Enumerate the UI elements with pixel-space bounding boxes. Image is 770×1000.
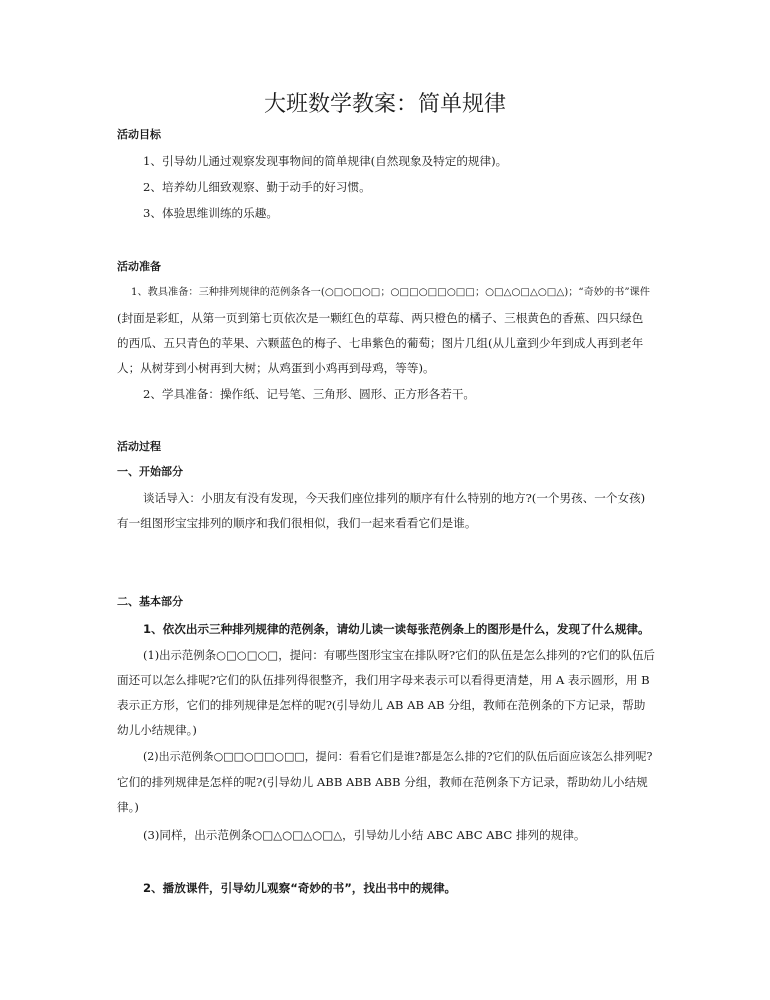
- part1-heading: 一、开始部分: [117, 465, 183, 478]
- part2-line: 它们的排列规律是怎样的呢?(引导幼儿 ABB ABB ABB 分组，教师在范例条下方记录，帮助幼儿小结规: [117, 775, 648, 789]
- part2-line: (3)同样，出示范例条○□△○□△○□△，引导幼儿小结 ABC ABC ABC 排列的规律。: [143, 828, 586, 842]
- goal-item: 1、引导幼儿通过观察发现事物间的简单规律(自然现象及特定的规律)。: [143, 154, 508, 168]
- prep-line: 的西瓜、五只青色的苹果、六颗蓝色的梅子、七串紫色的葡萄；图片几组(从儿童到少年到成人再到老年: [117, 336, 644, 350]
- prep-heading: 活动准备: [117, 260, 161, 273]
- part2-line: 幼儿小结规律。): [117, 723, 197, 737]
- part2-line: 表示正方形，它们的排列规律是怎样的呢?(引导幼儿 AB AB AB 分组，教师在范例条的下方记录，帮助: [117, 698, 646, 712]
- goals-heading: 活动目标: [117, 128, 161, 141]
- prep-line: 1、教具准备：三种排列规律的范例条各一(○□○□○□；○□□○□□○□□；○□△○□△○□△)；“奇妙的书”课件: [131, 287, 650, 298]
- prep-line: 2、学具准备：操作纸、记号笔、三角形、圆形、正方形各若干。: [143, 387, 476, 401]
- part2-line: 面还可以怎么排呢?它们的队伍排列得很整齐，我们用字母来表示可以看得更清楚，用 A 表示圆形，用 B: [117, 673, 650, 687]
- part2-line: 律。): [117, 800, 139, 814]
- process-heading: 活动过程: [117, 440, 161, 453]
- part2-line: (2)出示范例条○□□○□□○□□，提问：看看它们是谁?都是怎么排的?它们的队伍后面应该怎么排列呢?: [143, 750, 653, 763]
- part2-line: (1)出示范例条○□○□○□，提问：有哪些图形宝宝在排队呀?它们的队伍是怎么排列的?它们的队伍后: [143, 648, 655, 662]
- part2-heading: 二、基本部分: [117, 595, 183, 608]
- goal-item: 2、培养幼儿细致观察、勤于动手的好习惯。: [143, 180, 371, 194]
- part1-line: 谈话导入：小朋友有没有发现，今天我们座位排列的顺序有什么特别的地方?(一个男孩、一个女孩): [143, 491, 646, 505]
- prep-line: 人；从树芽到小树再到大树；从鸡蛋到小鸡再到母鸡，等等)。: [117, 361, 435, 375]
- part1-line: 有一组图形宝宝排列的顺序和我们很相似，我们一起来看看它们是谁。: [117, 516, 477, 530]
- goal-item: 3、体验思维训练的乐趣。: [143, 206, 278, 220]
- part2-step2: 2、播放课件，引导幼儿观察“奇妙的书”，找出书中的规律。: [143, 881, 457, 895]
- page-title: 大班数学教案：简单规律: [263, 92, 506, 117]
- prep-line: (封面是彩虹，从第一页到第七页依次是一颗红色的草莓、两只橙色的橘子、三根黄色的香蕉、四只绿色: [117, 311, 644, 325]
- part2-step1: 1、依次出示三种排列规律的范例条，请幼儿读一读每张范例条上的图形是什么，发现了什么规律。: [143, 622, 650, 636]
